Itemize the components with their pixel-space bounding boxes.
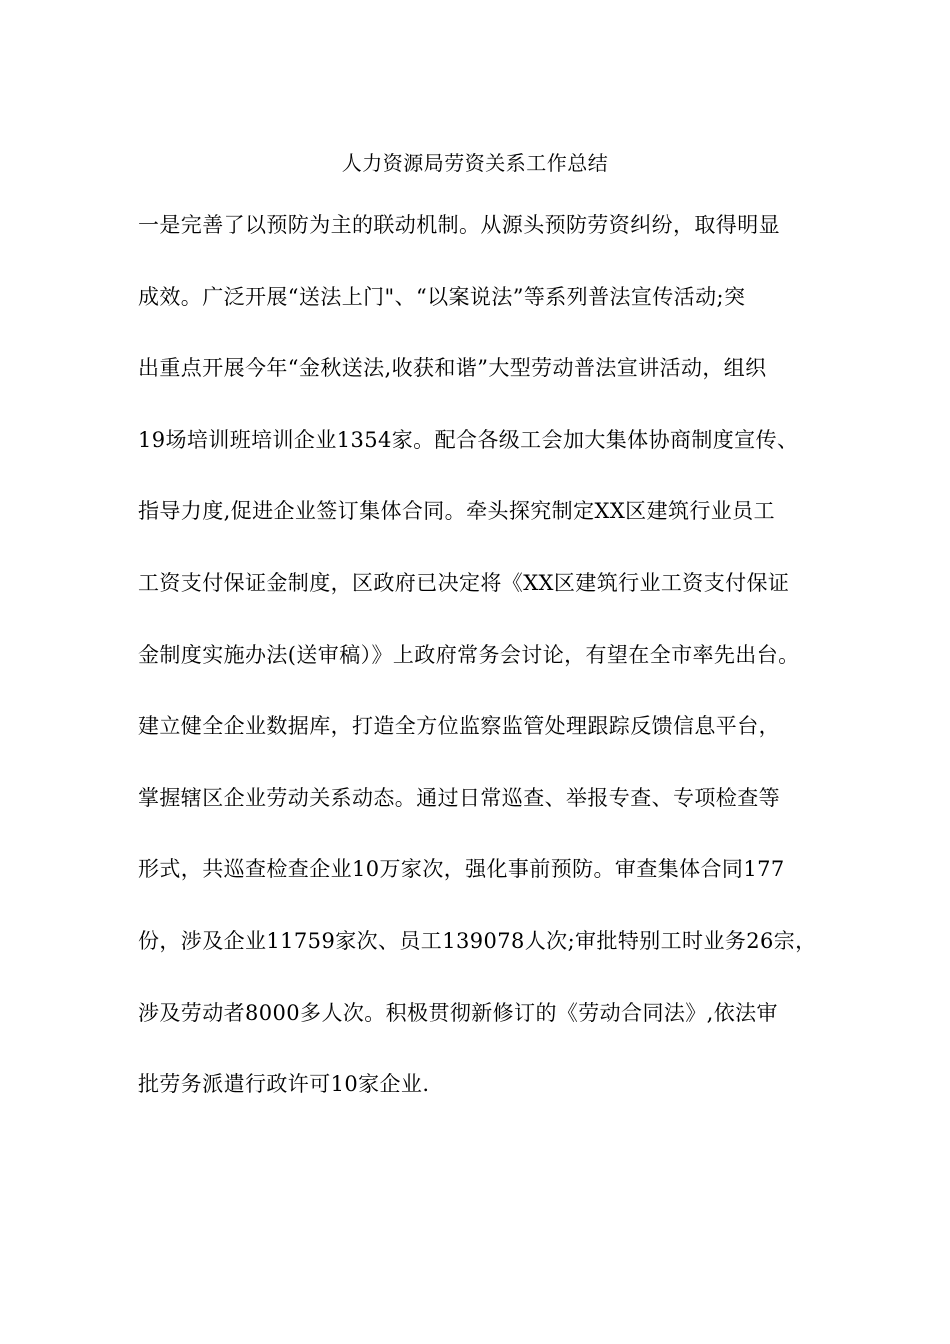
body-line: 指导力度,促进企业签订集体合同。牵头探究制定XX区建筑行业员工 — [138, 499, 775, 524]
body-line: 批劳务派遣行政许可10家企业. — [138, 1072, 430, 1097]
body-line: 出重点开展今年“金秋送法,收获和谐”大型劳动普法宣讲活动，组织 — [138, 356, 767, 381]
body-line: 工资支付保证金制度，区政府已决定将《XX区建筑行业工资支付保证 — [138, 570, 790, 595]
body-line: 一是完善了以预防为主的联动机制。从源头预防劳资纠纷，取得明显 — [138, 213, 780, 237]
body-line: 份，涉及企业11759家次、员工139078人次;审批特别工时业务26宗， — [138, 928, 817, 953]
body-line: 建立健全企业数据库，打造全方位监察监管处理跟踪反馈信息平台， — [138, 714, 780, 739]
body-line: 掌握辖区企业劳动关系动态。通过日常巡查、举报专查、专项检查等 — [138, 785, 780, 810]
body-line: 金制度实施办法(送审稿）》上政府常务会讨论，有望在全市率先出台。 — [138, 642, 800, 667]
body-line: 涉及劳动者8000多人次。积极贯彻新修订的《劳动合同法》,依法审 — [138, 1000, 778, 1025]
document-title: 人力资源局劳资关系工作总结 — [341, 151, 609, 175]
body-line: 形式，共巡查检查企业10万家次，强化事前预防。审查集体合同177 — [138, 857, 785, 882]
body-line: 19场培训班培训企业1354家。配合各级工会加大集体协商制度宣传、 — [138, 427, 799, 452]
body-line: 成效。广泛开展“送法上门"、“以案说法”等系列普法宣传活动;突 — [138, 284, 746, 309]
document-body — [138, 210, 838, 1141]
